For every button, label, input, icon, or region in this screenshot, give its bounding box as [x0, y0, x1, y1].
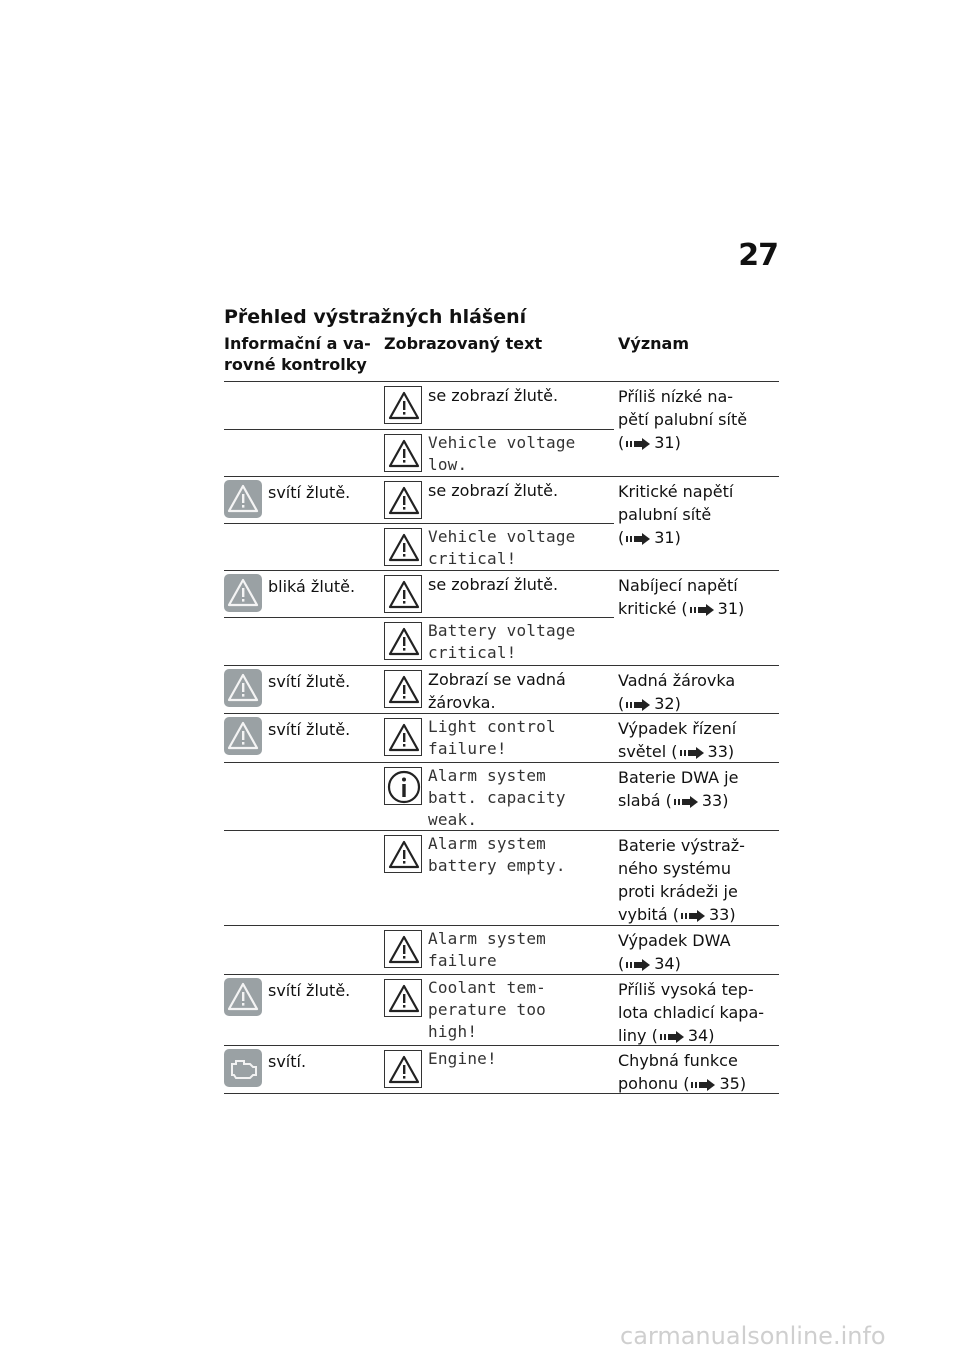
row-divider [224, 974, 779, 975]
display-text: Alarm system batt. capacity weak. [428, 766, 566, 829]
page-ref-arrow-icon [678, 742, 708, 761]
meaning-label: Baterie výstraž- ného systému proti krádeži je vybitá ( [618, 836, 745, 924]
meaning-label: Vadná žárovka ( [618, 671, 736, 713]
table-bottom-rule [224, 1093, 779, 1094]
warning-indicator-icon [224, 669, 262, 707]
warning-triangle-icon [384, 979, 422, 1017]
page-ref-link[interactable]: 31) [654, 433, 681, 452]
display-text: se zobrazí žlutě. [428, 481, 559, 500]
col-header-indicators: Informační a va- rovné kontrolky [224, 334, 371, 374]
indicator-state-label: svítí žlutě. [268, 720, 351, 739]
page-ref-arrow-icon [672, 791, 702, 810]
meaning-text [618, 574, 778, 620]
col-header-meaning: Význam [618, 334, 689, 353]
info-icon [384, 767, 422, 805]
display-text: Alarm system failure [428, 929, 546, 970]
page-ref-arrow-icon [624, 694, 654, 713]
row-divider [224, 665, 779, 666]
warning-indicator-icon [224, 978, 262, 1016]
indicator-state-label: svítí žlutě. [268, 981, 351, 1000]
display-text: se zobrazí žlutě. [428, 386, 559, 405]
display-text: Engine! [428, 1049, 497, 1068]
watermark: carmanualsonline.info [620, 1322, 886, 1350]
meaning-text [618, 978, 778, 1047]
page-ref-link[interactable]: 33) [701, 791, 729, 810]
warning-triangle-icon [384, 528, 422, 566]
meaning-text [618, 834, 778, 926]
section-title: Přehled výstražných hlášení [224, 306, 527, 328]
display-text: Vehicle voltage low. [428, 433, 576, 474]
row-divider [224, 762, 779, 763]
indicator-state-label: svítí žlutě. [268, 483, 351, 502]
display-text: Zobrazí se vadná žárovka. [428, 670, 566, 712]
meaning-text [618, 717, 778, 763]
warning-triangle-icon [384, 386, 422, 424]
warning-triangle-icon [384, 622, 422, 660]
meaning-text [618, 385, 778, 454]
page-ref-link[interactable]: 33) [707, 742, 735, 761]
page-ref-link[interactable]: 32) [654, 694, 681, 713]
display-text: Coolant tem- perature too high! [428, 978, 546, 1041]
meaning-label: Nabíjecí napětí kritické ( [618, 576, 738, 618]
display-text: se zobrazí žlutě. [428, 575, 559, 594]
page-ref-link[interactable]: 34) [654, 954, 681, 973]
indicator-state-label: svítí. [268, 1052, 307, 1071]
page-ref-arrow-icon [658, 1026, 688, 1045]
meaning-label: Příliš nízké na- pětí palubní sítě ( [618, 387, 748, 452]
page-ref-link[interactable]: 33) [708, 905, 736, 924]
page-ref-arrow-icon [624, 433, 654, 452]
meaning-label: Výpadek DWA ( [618, 931, 731, 973]
page-ref-arrow-icon [688, 599, 718, 618]
display-text: Light control failure! [428, 717, 556, 758]
row-divider [224, 925, 779, 926]
row-divider [224, 570, 779, 571]
display-text: Alarm system battery empty. [428, 834, 566, 875]
warning-triangle-icon [384, 434, 422, 472]
page-ref-link[interactable]: 31) [717, 599, 745, 618]
row-divider [224, 713, 779, 714]
page-ref-link[interactable]: 31) [654, 528, 681, 547]
page-ref-arrow-icon [689, 1074, 719, 1093]
display-text: Vehicle voltage critical! [428, 527, 576, 568]
warning-triangle-icon [384, 1050, 422, 1088]
meaning-label: Kritické napětí palubní sítě ( [618, 482, 734, 547]
meaning-text [618, 929, 778, 975]
warning-triangle-icon [384, 930, 422, 968]
row-divider [224, 381, 779, 382]
indicator-state-label: svítí žlutě. [268, 672, 351, 691]
col-header-display-text: Zobrazovaný text [384, 334, 543, 353]
row-divider [224, 476, 779, 477]
page-ref-link[interactable]: 34) [687, 1026, 715, 1045]
meaning-text [618, 669, 778, 715]
warning-triangle-icon [384, 718, 422, 756]
warning-indicator-icon [224, 480, 262, 518]
row-divider [224, 617, 614, 618]
meaning-label: Chybná funkce pohonu ( [618, 1051, 738, 1093]
row-divider [224, 429, 614, 430]
meaning-text [618, 480, 778, 549]
row-divider [224, 523, 614, 524]
indicator-state-label: bliká žlutě. [268, 577, 356, 596]
meaning-text [618, 766, 778, 812]
page-ref-arrow-icon [624, 954, 654, 973]
page-number: 27 [738, 238, 778, 273]
warning-triangle-icon [384, 575, 422, 613]
warning-triangle-icon [384, 481, 422, 519]
meaning-text [618, 1049, 778, 1095]
warning-indicator-icon [224, 574, 262, 612]
page-ref-arrow-icon [679, 905, 709, 924]
warning-triangle-icon [384, 835, 422, 873]
engine-indicator-icon [224, 1049, 262, 1087]
meaning-label: Výpadek řízení světel ( [618, 719, 737, 761]
row-divider [224, 1045, 779, 1046]
page-ref-arrow-icon [624, 528, 654, 547]
page-ref-link[interactable]: 35) [719, 1074, 747, 1093]
warning-indicator-icon [224, 717, 262, 755]
row-divider [224, 830, 779, 831]
meaning-label: Baterie DWA je slabá ( [618, 768, 739, 810]
display-text: Battery voltage critical! [428, 621, 576, 662]
meaning-label: Příliš vysoká tep- lota chladicí kapa- liny ( [618, 980, 765, 1045]
warning-triangle-icon [384, 670, 422, 708]
